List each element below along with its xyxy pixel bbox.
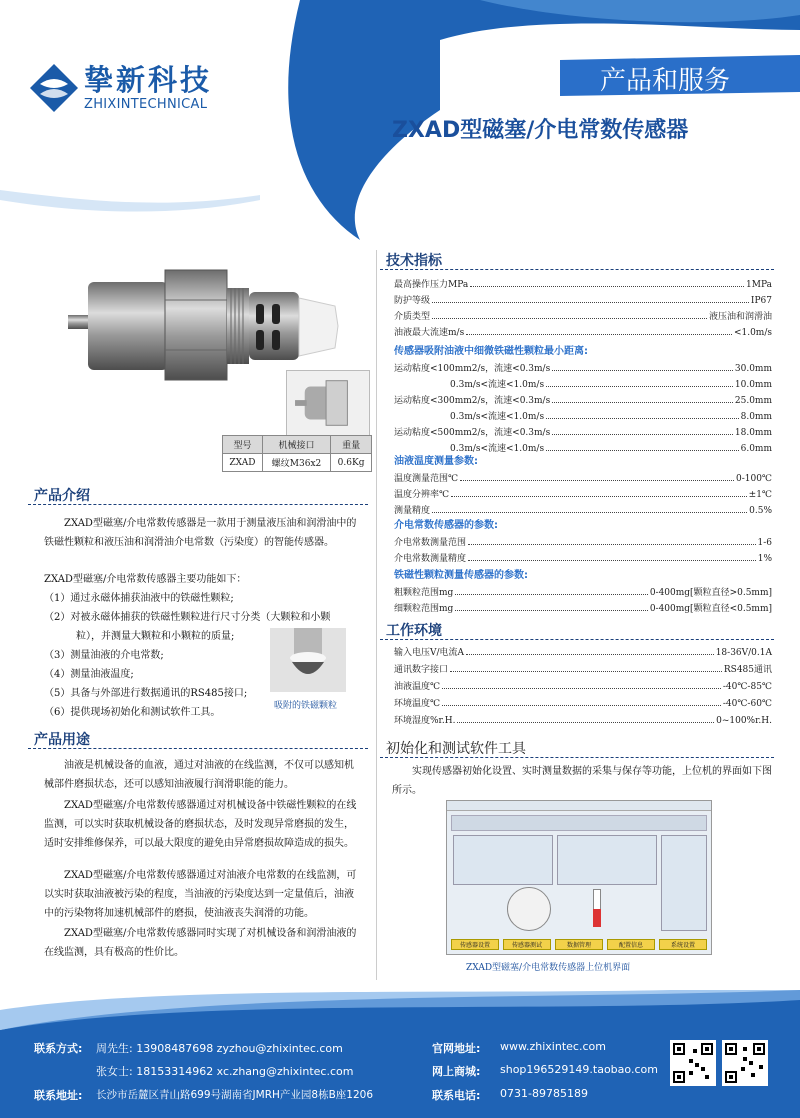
spec-row: 运动粘度<500mm2/s，流速<0.3m/s 18.0mm xyxy=(394,428,772,438)
software-caption: ZXAD型磁塞/介电常数传感器上位机界面 xyxy=(466,963,631,973)
usage-paragraph: ZXAD型磁塞/介电常数传感器通过对机械设备中铁磁性颗粒的在线监测，可以实时获取机械设备的磨损状态，及时发现异常磨损的发生，适时安排维修保养，可以最大限度的避免由异常磨损故障造成的损失。 xyxy=(44,800,357,849)
software-paragraph: 实现传感器初始化设置、实时测量数据的采集与保存等功能，上位机的界面如下图所示。 xyxy=(392,766,772,796)
section-divider xyxy=(380,757,774,758)
qr-code-icon xyxy=(670,1040,716,1086)
section-divider xyxy=(28,504,368,505)
intro-item: 粒），并测量大颗粒和小颗粒的质量; xyxy=(76,631,235,642)
spec-row: 油液最大流速m/s <1.0m/s xyxy=(394,328,772,338)
particle-photo xyxy=(270,628,346,692)
table-cell: ZXAD xyxy=(223,454,263,472)
particle-caption: 吸附的铁磁颗粒 xyxy=(274,701,338,711)
spec-subheading: 介电常数传感器的参数: xyxy=(394,520,498,531)
website-label: 官网地址: xyxy=(432,1042,481,1055)
software-tab-button: 传感器设置 xyxy=(451,939,499,950)
software-tab-button: 数据管理 xyxy=(555,939,603,950)
section-divider xyxy=(28,748,368,749)
spec-row: 0.3m/s<流速<1.0m/s 8.0mm xyxy=(450,412,772,422)
intro-item: （4）测量油液温度; xyxy=(44,669,134,680)
usage-paragraph: ZXAD型磁塞/介电常数传感器同时实现了对机械设备和润滑油液的在线监测，具有极高的性价比。 xyxy=(44,928,357,958)
table-header: 型号 xyxy=(223,436,263,454)
intro-paragraph: ZXAD型磁塞/介电常数传感器是一款用于测量液压油和润滑油中的铁磁性颗粒和液压油和润滑油介电常数（污染度）的智能传感器。 xyxy=(44,518,357,548)
address: 长沙市岳麓区青山路699号湖南省JMRH产业园8栋B座1206 xyxy=(96,1089,373,1101)
section-divider xyxy=(380,269,774,270)
spec-row: 测量精度 0.5% xyxy=(394,506,772,516)
spec-subheading: 铁磁性颗粒测量传感器的参数: xyxy=(394,570,528,581)
intro-item: （1）通过永磁体捕获油液中的铁磁性颗粒; xyxy=(44,593,234,604)
company-name-en: ZHIXINTECHNICAL xyxy=(84,97,208,112)
shop-url: shop196529149.taobao.com xyxy=(500,1063,658,1076)
table-cell: 螺纹M36x2 xyxy=(262,454,330,472)
spec-row: 输入电压V/电流A 18-36V/0.1A xyxy=(394,648,772,658)
spec-row: 运动粘度<300mm2/s，流速<0.3m/s 25.0mm xyxy=(394,396,772,406)
env-heading: 工作环境 xyxy=(386,623,442,639)
phone-label: 联系电话: xyxy=(432,1089,481,1102)
software-tab-button: 传感器测试 xyxy=(503,939,551,950)
column-divider xyxy=(376,250,377,980)
intro-item: （5）具备与外部进行数据通讯的RS485接口; xyxy=(44,688,248,699)
usage-heading: 产品用途 xyxy=(34,732,90,748)
spec-row: 环境湿度%r.H. 0~100%r.H. xyxy=(394,716,772,726)
company-name-cn: 挚新科技 xyxy=(84,63,213,97)
spec-row: 介电常数测量范围 1-6 xyxy=(394,538,772,548)
spec-row: 通讯数字接口 RS485通讯 xyxy=(394,665,772,675)
spec-row: 油液温度℃ -40℃-85℃ xyxy=(394,682,772,692)
spec-row: 温度测量范围℃ 0-100℃ xyxy=(394,474,772,484)
spec-row: 运动粘度<100mm2/s，流速<0.3m/s 30.0mm xyxy=(394,364,772,374)
contact-label: 联系方式: xyxy=(34,1042,83,1055)
spec-row: 粗颗粒范围mg 0-400mg[颗粒直径>0.5mm] xyxy=(394,588,772,598)
intro-item: （3）测量油液的介电常数; xyxy=(44,650,164,661)
tech-heading: 技术指标 xyxy=(386,253,442,269)
model-spec-table xyxy=(222,435,372,472)
spec-row: 温度分辨率℃ ±1℃ xyxy=(394,490,772,500)
intro-item: （2）对被永磁体捕获的铁磁性颗粒进行尺寸分类（大颗粒和小颗 xyxy=(44,612,331,623)
contact-person-2: 张女士: 18153314962 xc.zhang@zhixintec.com xyxy=(96,1065,354,1078)
intro-functions-lead: ZXAD型磁塞/介电常数传感器主要功能如下： xyxy=(44,574,247,585)
spec-row: 介质类型 液压油和润滑油 xyxy=(394,312,772,322)
table-header: 机械接口 xyxy=(262,436,330,454)
company-logo-icon xyxy=(28,62,80,114)
spec-row: 0.3m/s<流速<1.0m/s 6.0mm xyxy=(450,444,772,454)
table-header: 重量 xyxy=(331,436,372,454)
website: www.zhixintec.com xyxy=(500,1040,606,1053)
section-label: 产品和服务 xyxy=(600,66,731,96)
software-tab-button: 系统设置 xyxy=(659,939,707,950)
intro-item: （6）提供现场初始化和测试软件工具。 xyxy=(44,707,221,718)
usage-paragraph: ZXAD型磁塞/介电常数传感器通过对油液介电常数的在线监测，可以实时获取油液被污染的程度，当油液的污染度达到一定量值后，油液中的污染物将加速机械部件的磨损，使油液丧失润滑的功能。 xyxy=(44,870,357,919)
product-inset-photo xyxy=(286,370,370,436)
spec-row: 0.3m/s<流速<1.0m/s 10.0mm xyxy=(450,380,772,390)
spec-row: 最高操作压力MPa 1MPa xyxy=(394,280,772,290)
phone: 0731-89785189 xyxy=(500,1087,588,1100)
section-divider xyxy=(380,639,774,640)
software-screenshot xyxy=(446,800,712,955)
qr-code-icon xyxy=(722,1040,768,1086)
software-tab-button: 配置信息 xyxy=(607,939,655,950)
shop-label: 网上商城: xyxy=(432,1065,481,1078)
product-title: ZXAD型磁塞/介电常数传感器 xyxy=(392,118,689,143)
intro-heading: 产品介绍 xyxy=(34,488,90,504)
spec-subheading: 油液温度测量参数: xyxy=(394,456,478,467)
spec-subheading: 传感器吸附油液中细微铁磁性颗粒最小距离: xyxy=(394,346,588,357)
contact-person-1: 周先生: 13908487698 zyzhou@zhixintec.com xyxy=(96,1042,343,1055)
address-label: 联系地址: xyxy=(34,1089,83,1102)
usage-paragraph: 油液是机械设备的血液，通过对油液的在线监测，不仅可以感知机械部件磨损状态，还可以感知油液履行润滑职能的能力。 xyxy=(44,760,354,790)
spec-row: 环境温度℃ -40℃-60℃ xyxy=(394,699,772,709)
spec-row: 防护等级 IP67 xyxy=(394,296,772,306)
env-spec-list xyxy=(394,642,772,732)
spec-row: 介电常数测量精度 1% xyxy=(394,554,772,564)
table-cell: 0.6Kg xyxy=(331,454,372,472)
spec-row: 细颗粒范围mg 0-400mg[颗粒直径<0.5mm] xyxy=(394,604,772,614)
software-heading: 初始化和测试软件工具 xyxy=(386,741,526,757)
